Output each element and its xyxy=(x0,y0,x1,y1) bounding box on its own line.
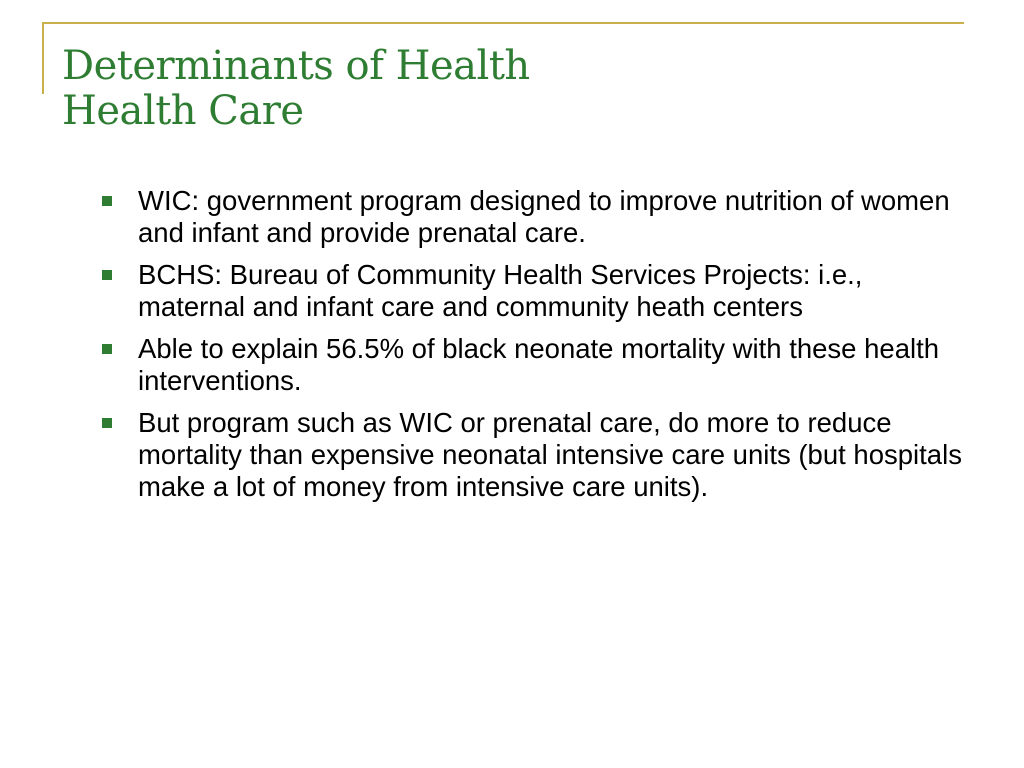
slide-title-line-2: Health Care xyxy=(62,88,304,134)
bullet-item xyxy=(100,407,970,503)
bullet-text: Able to explain 56.5% of black neonate mortality with these health interventions. xyxy=(138,333,940,396)
bullet-item xyxy=(100,185,970,249)
square-bullet-icon xyxy=(102,418,112,428)
bullet-item xyxy=(100,259,970,323)
title-top-rule xyxy=(42,22,964,24)
bullet-item xyxy=(100,333,970,397)
bullet-text: WIC: government program designed to improve nutrition of women and infant and provide prenatal care. xyxy=(138,185,950,248)
bullet-text: But program such as WIC or prenatal care, do more to reduce mortality than expensive neonatal intensive care units (but hospitals make a lot of money from intensive care units). xyxy=(138,407,962,502)
square-bullet-icon xyxy=(102,344,112,354)
slide-title-line-1: Determinants of Health xyxy=(62,43,530,89)
square-bullet-icon xyxy=(102,270,112,280)
bullet-list xyxy=(100,185,970,513)
slide-title xyxy=(62,44,530,134)
title-left-rule xyxy=(42,22,44,94)
bullet-text: BCHS: Bureau of Community Health Services Projects: i.e., maternal and infant care and community heath centers xyxy=(138,259,863,322)
square-bullet-icon xyxy=(102,196,112,206)
